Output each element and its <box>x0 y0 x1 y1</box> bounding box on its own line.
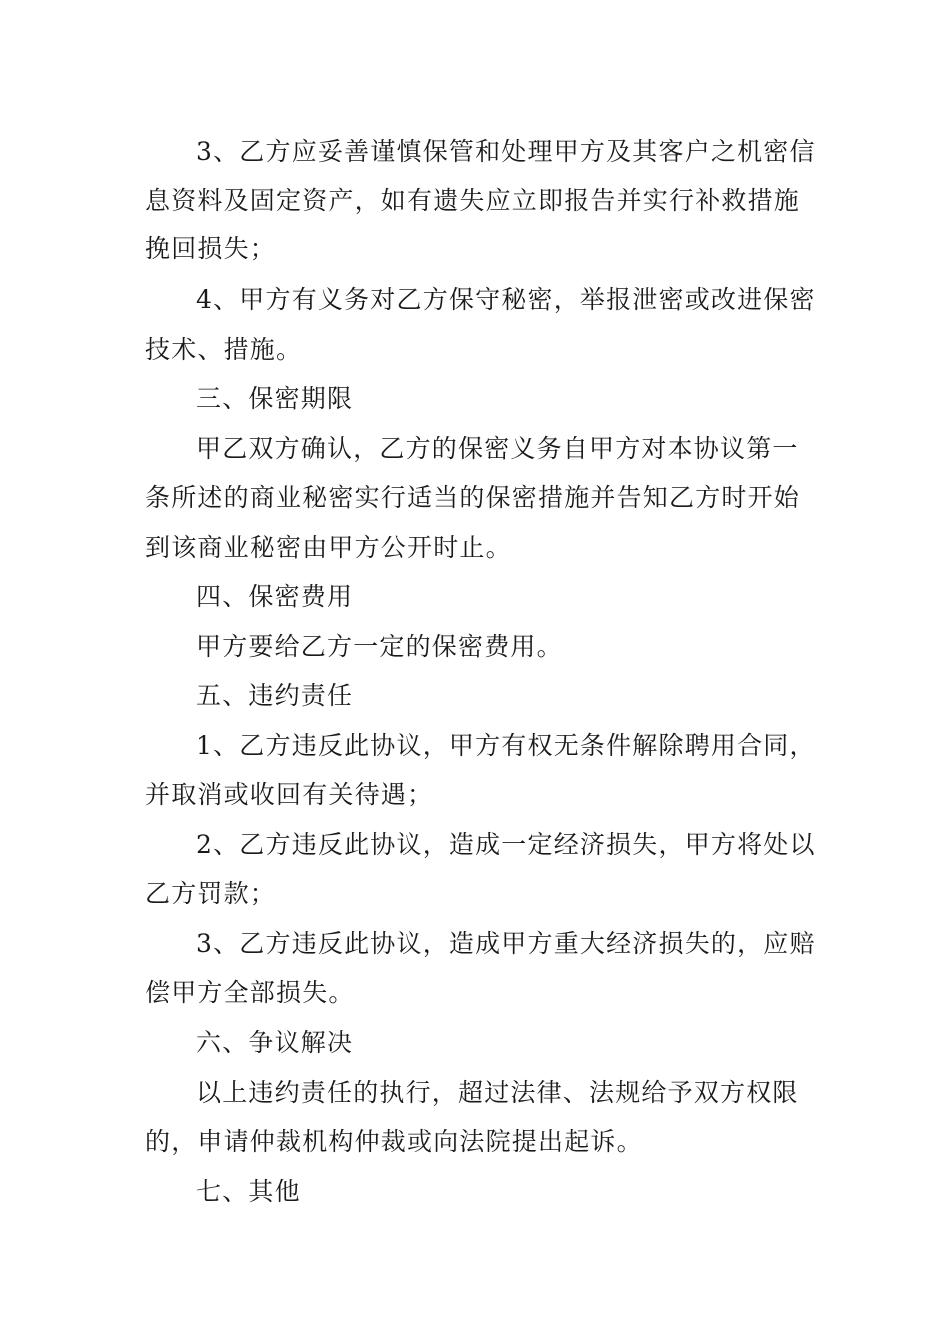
section-heading-liability: 五、违约责任 <box>196 681 354 710</box>
period-paragraph-line-3: 到该商业秘密由甲方公开时止。 <box>145 533 512 562</box>
liability-2-line-1: 2、乙方违反此协议，造成一定经济损失，甲方将处以 <box>196 830 816 859</box>
clause-3-line-2: 息资料及固定资产，如有遗失应立即报告并实行补救措施 <box>145 186 801 215</box>
clause-3-line-3: 挽回损失； <box>145 234 277 263</box>
clause-4-line-2: 技术、措施。 <box>145 335 303 364</box>
section-heading-confidentiality-period: 三、保密期限 <box>196 384 354 413</box>
fee-paragraph: 甲方要给乙方一定的保密费用。 <box>196 632 563 661</box>
period-paragraph-line-2: 条所述的商业秘密实行适当的保密措施并告知乙方时开始 <box>145 483 801 512</box>
period-paragraph-line-1: 甲乙双方确认，乙方的保密义务自甲方对本协议第一 <box>196 434 799 463</box>
clause-4-line-1: 4、甲方有义务对乙方保守秘密，举报泄密或改进保密 <box>196 285 816 314</box>
liability-3-line-1: 3、乙方违反此协议，造成甲方重大经济损失的，应赔 <box>196 929 816 958</box>
liability-1-line-1: 1、乙方违反此协议，甲方有权无条件解除聘用合同， <box>196 731 816 760</box>
dispute-paragraph-line-2: 的，申请仲裁机构仲裁或向法院提出起诉。 <box>145 1127 643 1156</box>
section-heading-confidentiality-fee: 四、保密费用 <box>196 582 354 611</box>
liability-2-line-2: 乙方罚款； <box>145 879 277 908</box>
section-heading-other: 七、其他 <box>196 1177 301 1206</box>
clause-3-line-1: 3、乙方应妥善谨慎保管和处理甲方及其客户之机密信 <box>196 137 816 166</box>
liability-1-line-2: 并取消或收回有关待遇； <box>145 780 434 809</box>
liability-3-line-2: 偿甲方全部损失。 <box>145 978 355 1007</box>
section-heading-dispute-resolution: 六、争议解决 <box>196 1028 354 1057</box>
dispute-paragraph-line-1: 以上违约责任的执行，超过法律、法规给予双方权限 <box>196 1078 799 1107</box>
